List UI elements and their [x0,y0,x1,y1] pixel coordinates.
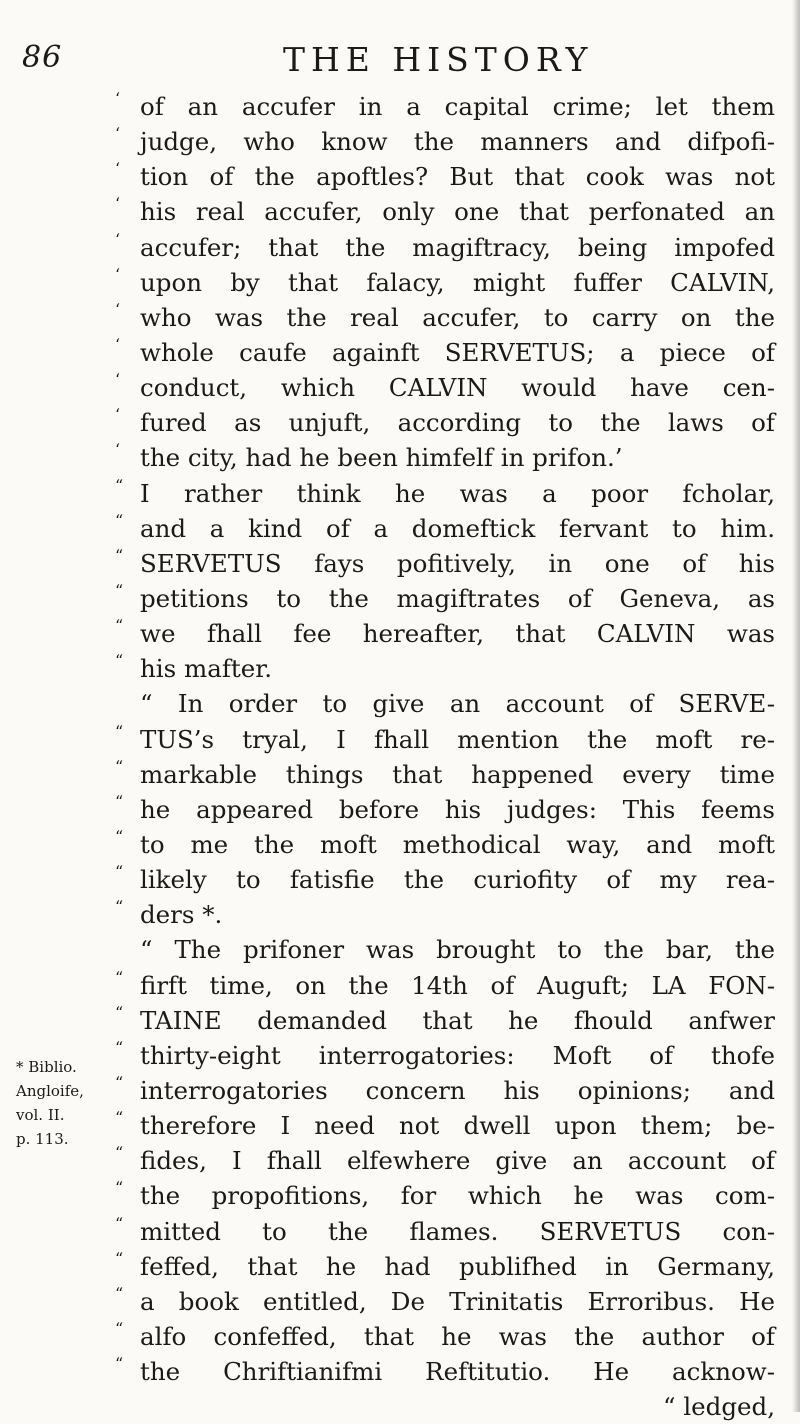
line-text: fured as unjuft, according to the laws of [140,408,775,438]
text-line [115,159,775,194]
text-line [115,897,775,932]
line-text: “ ledged, [663,1392,775,1422]
line-text: his real accufer, only one that perfonated an [140,197,775,227]
quote-mark: “ [115,791,124,811]
line-text: accufer; that the magiftracy, being impofed [140,232,775,262]
quote-mark: “ [115,545,124,565]
line-text: whole caufe againft SERVETUS; a piece of [140,337,775,367]
text-line [140,1389,775,1424]
margin-note-line: p. 113. [16,1130,69,1148]
text-line [115,1248,775,1284]
text-line [115,1213,775,1249]
text-line [115,862,775,897]
text-line [140,932,775,967]
text-line [140,686,775,721]
line-text: likely to fatisfie the curiofity of my rea- [140,865,775,895]
line-text: and a kind of a domeftick fervant to him. [140,513,775,543]
quote-mark: “ [115,510,124,530]
quote-mark: “ [115,897,124,917]
line-text: he appeared before his judges: This feems [140,794,775,824]
text-line [115,1072,775,1108]
line-text: I rather think he was a poor fcholar, [140,478,775,508]
text-line [115,510,775,546]
text-line [115,1318,775,1354]
line-text: conduct, which CALVIN would have cen- [140,373,775,403]
quote-mark: ‘ [115,124,121,144]
line-text: ders *. [140,900,223,930]
text-line [115,475,775,511]
quote-mark: “ [115,1072,124,1092]
line-text: mitted to the flames. SERVETUS con- [140,1216,775,1246]
text-line [115,370,775,405]
line-text: tion of the apoftles? But that cook was not [140,162,775,192]
text-line [115,89,775,124]
text-line [115,194,775,229]
quote-mark: “ [115,1283,124,1303]
text-line [115,124,775,159]
line-text: a book entitled, De Trinitatis Erroribus. He [140,1286,775,1316]
line-text: “ The prifoner was brought to the bar, the [140,935,775,965]
margin-note-line: vol. II. [16,1106,65,1124]
quote-mark: ‘ [115,405,121,425]
page-number: 86 [22,40,63,75]
line-text: “ In order to give an account of SERVE- [140,689,775,719]
line-text: feffed, that he had publifhed in Germany, [140,1251,775,1281]
text-line [115,1002,775,1038]
quote-mark: “ [115,1037,124,1057]
line-text: thirty-eight interrogatories: Moft of thofe [140,1040,775,1070]
quote-mark: ‘ [115,370,121,390]
line-text: we fhall fee hereafter, that CALVIN was [140,619,775,649]
quote-mark: “ [115,967,124,987]
quote-mark: “ [115,1248,124,1268]
page-edge-shadow [792,0,800,1412]
text-line [115,580,775,616]
text-line [115,229,775,265]
line-text: firft time, on the 14th of Auguft; LA FON- [140,970,775,1000]
quote-mark: “ [115,862,124,882]
quote-mark: ‘ [115,440,121,460]
quote-mark: ‘ [115,194,121,214]
body-text [115,89,775,1424]
line-text: judge, who know the manners and difpofi- [140,127,775,157]
line-text: TAINE demanded that he fhould anfwer [140,1005,775,1035]
text-line [115,440,775,475]
text-line [115,264,775,300]
quote-mark: “ [115,651,124,671]
quote-mark: “ [115,1143,124,1163]
line-text: petitions to the magiftrates of Geneva, as [140,583,775,613]
line-text: to me the moft methodical way, and moft [140,829,775,859]
line-text: of an accufer in a capital crime; let them [140,92,775,121]
quote-mark: “ [115,475,124,495]
marginal-citation [16,1055,84,1151]
line-text: fides, I fhall elfewhere give an account of [140,1146,775,1176]
quote-mark: ‘ [115,264,121,284]
text-line [115,545,775,581]
margin-note-line: * Biblio. [16,1058,77,1076]
quote-mark: “ [115,826,124,846]
text-line [115,651,775,686]
quote-mark: “ [115,1318,124,1338]
quote-mark: ‘ [115,229,121,249]
quote-mark: “ [115,1178,124,1198]
quote-mark: ‘ [115,299,121,319]
quote-mark: “ [115,756,124,776]
quote-mark: “ [115,1354,124,1374]
line-text: upon by that falacy, might fuffer CALVIN, [140,267,775,297]
text-line [115,1143,775,1178]
quote-mark: “ [115,1002,124,1022]
text-line [115,1108,775,1143]
line-text: TUS’s tryal, I fhall mention the moft re- [140,724,775,754]
text-line [115,1037,775,1073]
text-line [115,721,775,757]
text-line [115,791,775,827]
quote-mark: “ [115,721,124,741]
text-line [115,1283,775,1319]
text-line [115,405,775,440]
margin-note-line: Angloife, [16,1082,84,1100]
text-line [115,756,775,792]
quote-mark: “ [115,1213,124,1233]
text-line [115,616,775,651]
text-line [115,334,775,370]
quote-mark: “ [115,616,124,636]
quote-mark: “ [115,580,124,600]
line-text: his mafter. [140,654,273,684]
line-text: the propofitions, for which he was com- [140,1181,775,1211]
quote-mark: ‘ [115,89,121,108]
line-text: the Chriftianifmi Reftitutio. He acknow- [140,1357,775,1387]
line-text: markable things that happened every time [140,759,775,789]
line-text: alfo confeffed, that he was the author of [140,1321,775,1351]
line-text: who was the real accufer, to carry on the [140,302,775,332]
quote-mark: “ [115,1108,124,1128]
text-line [115,299,775,335]
text-line [115,826,775,862]
line-text: therefore I need not dwell upon them; be- [140,1111,775,1141]
line-text: SERVETUS fays pofitively, in one of his [140,548,775,578]
running-head: THE HISTORY [283,40,594,79]
quote-mark: ‘ [115,159,121,179]
line-text: the city, had he been himfelf in prifon.’ [140,443,623,473]
line-text: interrogatories concern his opinions; and [140,1075,775,1105]
quote-mark: ‘ [115,334,121,354]
text-line [115,1354,775,1389]
text-line [115,1178,775,1213]
text-line [115,967,775,1003]
